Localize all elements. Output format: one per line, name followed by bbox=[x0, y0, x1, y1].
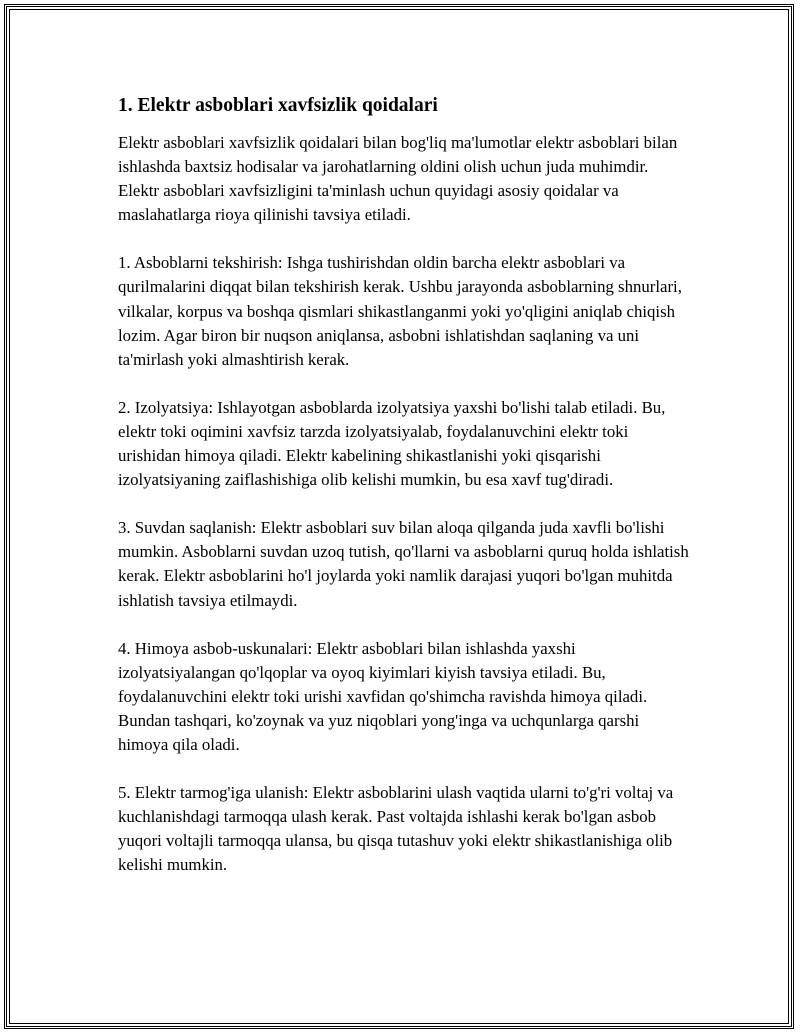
document-body bbox=[118, 93, 693, 901]
rule-water-paragraph: 3. Suvdan saqlanish: Elektr asboblari suv bilan aloqa qilganda juda xavfli bo'lishi mumkin. Asboblarni suvdan uzoq tutish, qo'llarni va asboblarni quruq holda ishlatish kerak. Elektr asboblarini ho'l joylarda yoki namlik darajasi yuqori bo'lgan muhitda ishlatish tavsiya etilmaydi. bbox=[118, 518, 689, 610]
rule-insulation-paragraph: 2. Izolyatsiya: Ishlayotgan asboblarda izolyatsiya yaxshi bo'lishi talab etiladi. Bu, elektr toki oqimini xavfsiz tarzda izolyatsiyalab, foydalanuvchini elektr toki urishidan himoya qiladi. Elektr kabelining shikastlanishi yoki qisqarishi izolyatsiyaning zaiflashishiga olib kelishi mumkin, bu esa xavf tug'diradi. bbox=[118, 397, 666, 490]
rule-network-connection-paragraph: 5. Elektr tarmog'iga ulanish: Elektr asboblarini ulash vaqtida ularni to'g'ri voltaj va kuchlanishdagi tarmoqqa ulash kerak. Past voltajda ishlashi kerak bo'lgan asbob yuqori voltajli tarmoqqa ulansa, bu qisqa tutashuv yoki elektr shikastlanishiga olib kelishi mumkin. bbox=[118, 783, 674, 875]
rule-inspection-paragraph: 1. Asboblarni tekshirish: Ishga tushirishdan oldin barcha elektr asboblari va qurilmalarini diqqat bilan tekshirish kerak. Ushbu jarayonda asboblarning shnurlari, vilkalar, korpus va boshqa qismlari shikastlanganmi yoki yo'qligini aniqlab chiqish lozim. Agar biron bir nuqson aniqlansa, asbobni ishlatishdan saqlaning va uni ta'mirlash yoki almashtirish kerak. bbox=[118, 253, 682, 369]
intro-paragraph: Elektr asboblari xavfsizlik qoidalari bilan bog'liq ma'lumotlar elektr asboblari bilan ishlashda baxtsiz hodisalar va jarohatlarning oldini olish uchun juda muhimdir. Elektr asboblari xavfsizligini ta'minlash uchun quyidagi asosiy qoidalar va maslahatlarga rioya qilinishi tavsiya etiladi. bbox=[118, 133, 678, 225]
section-title: 1. Elektr asboblari xavfsizlik qoidalari bbox=[118, 95, 438, 116]
rule-protective-gear-paragraph: 4. Himoya asbob-uskunalari: Elektr asboblari bilan ishlashda yaxshi izolyatsiyalangan qo'lqoplar va oyoq kiyimlari kiyish tavsiya etiladi. Bu, foydalanuvchini elektr toki urishi xavfidan qo'shimcha ravishda himoya qiladi. Bundan tashqari, ko'zoynak va yuz niqoblari yong'inga va uchqunlarga qarshi himoya qila oladi. bbox=[118, 638, 648, 754]
